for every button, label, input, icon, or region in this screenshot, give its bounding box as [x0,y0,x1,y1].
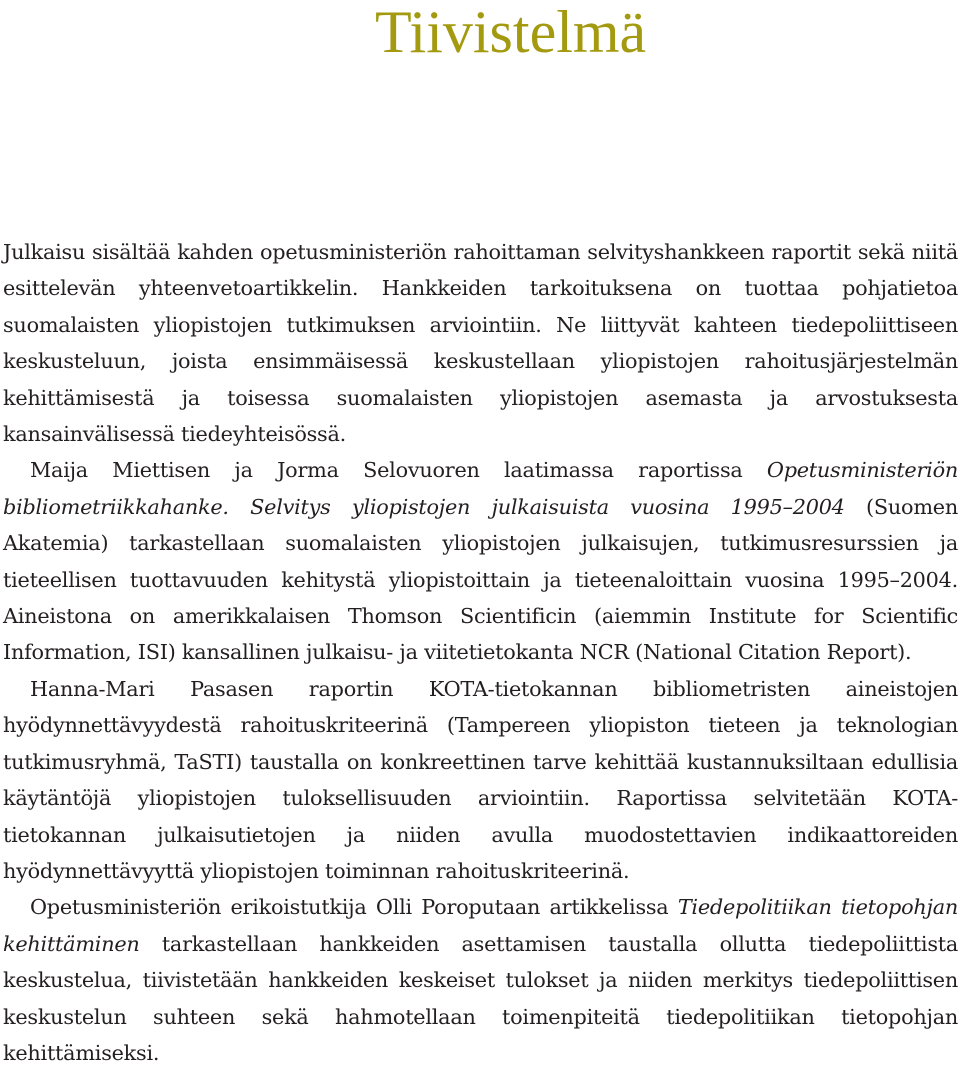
paragraph-intro: Julkaisu sisältää kahden opetusministeriön rahoittaman selvityshankkeen raportit sekä niitä esittelevän yhteenvetoartikkelin. Hankkeiden tarkoituksena on tuottaa pohjatietoa suomalaisten yliopistojen tutkimuksen arviointiin. Ne liittyvät kahteen tiedepoliittiseen keskusteluun, joista ensimmäisessä keskustellaan yliopistojen rahoitusjärjestelmän kehittämisestä ja toisessa suomalaisten yliopistojen asemasta ja arvostuksesta kansainvälisessä tiedeyhteisössä. [3,240,958,447]
paragraph-kota-report: Hanna-Mari Pasasen raportin KOTA-tietokannan bibliometristen aineistojen hyödynnettävyydestä rahoituskriteerinä (Tampereen yliopiston tieteen ja teknologian tutkimusryhmä, TaSTI) taustalla on konkreettinen tarve kehittää kustannuksiltaan edullisia käytäntöjä yliopistojen tuloksellisuuden arviointiin. Raportissa selvitetään KOTA-tietokannan julkaisutietojen ja niiden avulla muodostettavien indikaattoreiden hyödynnettävyyttä yliopistojen toiminnan rahoituskriteerinä. [3,676,958,883]
paragraph-bibliometrics-report [3,452,958,670]
page-title: Tiivistelmä [375,0,647,65]
paragraph-article [3,889,958,1071]
paragraph-text: tarkastellaan hankkeiden asettamisen taustalla ollutta tiedepoliittista keskustelua, tiivistetään hankkeiden keskeiset tulokset ja niiden merkitys tiedepoliittisen keskustelun suhteen sekä hahmotellaan toimenpiteitä tiedepolitiikan tietopohjan kehittämiseksi. [3,931,958,1065]
paragraph-text: Maija Miettisen ja Jorma Selovuoren laatimassa raportissa [30,458,767,483]
article-title-italic: Tiedepolitiikan tietopohjan kehittäminen [3,895,958,956]
report-title-italic: Opetusministeriön bibliometriikkahanke. Selvitys yliopistojen julkaisuista vuosina 1995–2004 [3,458,958,519]
paragraph-text: Opetusministeriön erikoistutkija Olli Poroputaan artikkelissa [30,895,678,920]
paragraph-text: (Suomen Akatemia) tarkastellaan suomalaisten yliopistojen julkaisujen, tutkimusresurssien ja tieteellisen tuottavuuden kehitystä yliopistoittain ja tieteenaloittain vuosina 1995–2004. Aineistona on amerikkalaisen Thomson Scientificin (aiemmin Institute for Scientific Information, ISI) kansallinen julkaisu- ja viitetietokanta NCR (National Citation Report). [3,494,959,665]
abstract-body [3,234,958,1071]
